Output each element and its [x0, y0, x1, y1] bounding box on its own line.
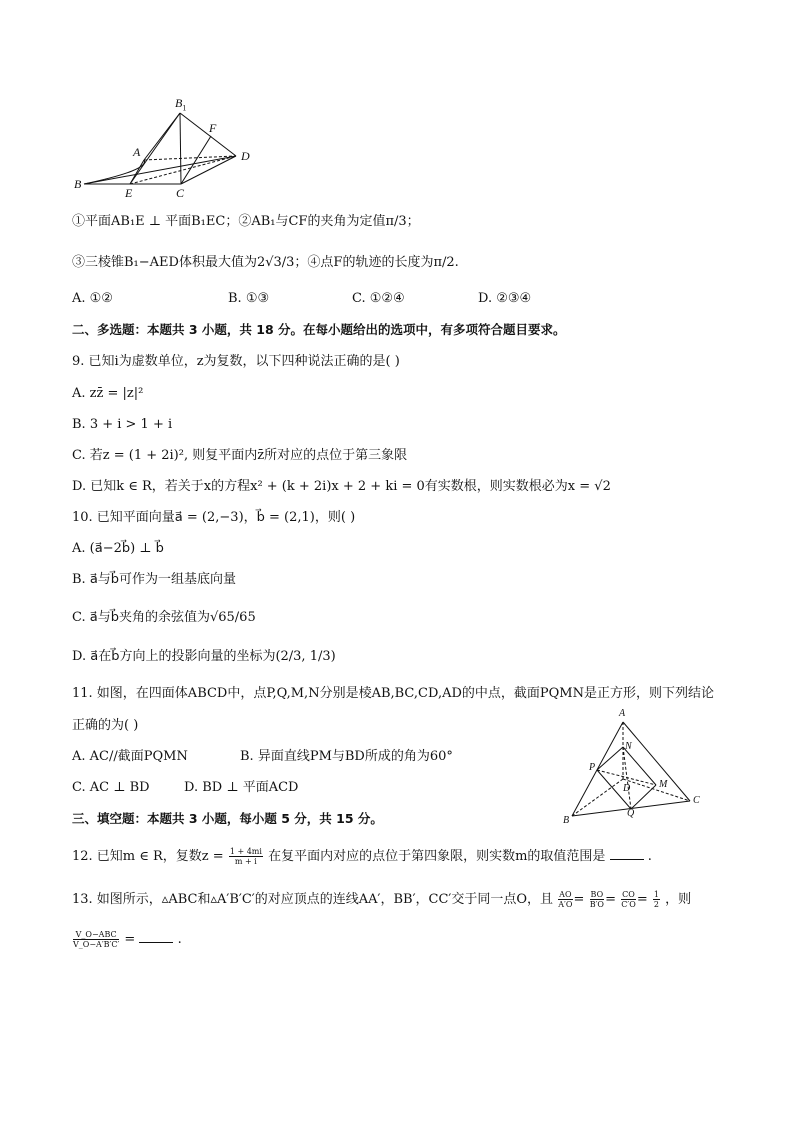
q13-frac-co: $\frac{CO}{C'O}$: [621, 890, 636, 909]
q12-pre: 12. 已知m ∈ R，复数z =: [72, 849, 224, 864]
tetra-label-Q: Q: [627, 808, 635, 819]
prev-question-line2: ③三棱锥B₁−AED体积最大值为2√3/3；④点F的轨迹的长度为π/2.: [72, 255, 459, 270]
q11-stem-line2: 正确的为( ): [72, 718, 139, 733]
label-C: C: [176, 186, 185, 200]
prev-option-c: C. ①②④: [352, 291, 405, 306]
q13-frac-bo: $\frac{BO}{B'O}$: [589, 890, 604, 909]
q12-fraction: $\frac{1 + 4mi}{m + i}$: [229, 847, 262, 866]
q11-option-b: B. 异面直线PM与BD所成的角为60°: [240, 749, 453, 764]
q11-option-a: A. AC//截面PQMN: [72, 749, 188, 764]
q9-option-b: B. 3 + i > 1 + i: [72, 417, 173, 432]
section-multiple-choice: 二、多选题：本题共 3 小题，共 18 分。在每小题给出的选项中，有多项符合题目要求。: [72, 322, 566, 337]
q9-option-d: D. 已知k ∈ R，若关于x的方程x² + (k + 2i)x + 2 + ki = 0有实数根，则实数根必为x = √2: [72, 479, 611, 494]
q9-option-c: C. 若z = (1 + 2i)², 则复平面内z̄所对应的点位于第三象限: [72, 448, 408, 463]
q10-option-a: A. (a⃗−2b⃗) ⊥ b⃗: [72, 541, 164, 556]
tetra-label-P: P: [589, 762, 596, 773]
prev-option-d: D. ②③④: [478, 291, 532, 306]
tetra-label-D: D: [623, 783, 631, 794]
q12-post: 在复平面内对应的点位于第四象限，则实数m的取值范围是: [268, 849, 606, 864]
q13-end: .: [177, 932, 182, 947]
q13-answer-blank[interactable]: [139, 930, 173, 943]
q12-line: [72, 847, 652, 866]
q12-answer-blank[interactable]: [610, 847, 644, 860]
q12-end: .: [647, 849, 652, 864]
section-fill-blank: 三、填空题：本题共 3 小题，每小题 5 分，共 15 分。: [72, 811, 383, 826]
q11-option-c: C. AC ⊥ BD: [72, 780, 150, 795]
q13-frac-half: $\frac{1}{2}$: [653, 890, 659, 909]
q10-option-c: C. a⃗与b⃗夹角的余弦值为√65/65: [72, 610, 256, 625]
label-D: D: [241, 149, 250, 163]
q13-volume-ratio: V_O−ABC V_O−A′B′C′: [73, 930, 120, 949]
figure-fold: [0, 0, 794, 210]
tetra-label-B: B: [563, 815, 570, 826]
q13-eq: =: [124, 932, 136, 947]
q13-line2: [72, 930, 182, 949]
label-B: B: [74, 177, 82, 191]
q13-line1: 13. 如图所示，▵ABC和▵A′B′C′的对应顶点的连线AA′，BB′，CC′交于同一点O，且 $\frac{AO}{A'O}$ = $\frac{BO}{B'O}$ = $\frac{CO}{C'O}$ = $\frac{1}{2}$ ，则: [72, 890, 692, 909]
q10-stem: 10. 已知平面向量a⃗ = (2,−3)，b⃗ = (2,1)，则( ): [72, 510, 356, 525]
label-A: A: [133, 145, 141, 159]
q9-option-a: A. zz̄ = |z|²: [72, 386, 144, 401]
label-F: F: [209, 121, 217, 135]
q11-stem-line1: 11. 如图，在四面体ABCD中，点P,Q,M,N分别是棱AB,BC,CD,AD的中点，截面PQMN是正方形，则下列结论: [72, 686, 714, 701]
prev-question-line1: ①平面AB₁E ⊥ 平面B₁EC；②AB₁与CF的夹角为定值π/3；: [72, 214, 420, 229]
q10-option-b: B. a⃗与b⃗可作为一组基底向量: [72, 572, 237, 587]
q9-stem: 9. 已知i为虚数单位，z为复数，以下四种说法正确的是( ): [72, 354, 400, 369]
q11-option-d: D. BD ⊥ 平面ACD: [184, 780, 299, 795]
prev-option-b: B. ①③: [228, 291, 270, 306]
q10-option-d: D. a⃗在b⃗方向上的投影向量的坐标为(2/3, 1/3): [72, 649, 336, 664]
q13-pre: 13. 如图所示，▵ABC和▵A′B′C′的对应顶点的连线AA′，BB′，CC′交于同一点O，且: [72, 892, 554, 907]
q13-frac-ao: $\frac{AO}{A'O}$: [558, 890, 573, 909]
prev-option-a: A. ①②: [72, 291, 113, 306]
tetra-label-N: N: [625, 741, 632, 752]
tetra-label-C: C: [693, 795, 700, 806]
label-B1: $B_1$: [175, 96, 187, 113]
label-E: E: [125, 186, 133, 200]
tetra-label-M: M: [659, 779, 668, 790]
tetra-label-A: A: [619, 708, 626, 719]
q13-post: ，则: [665, 892, 692, 907]
